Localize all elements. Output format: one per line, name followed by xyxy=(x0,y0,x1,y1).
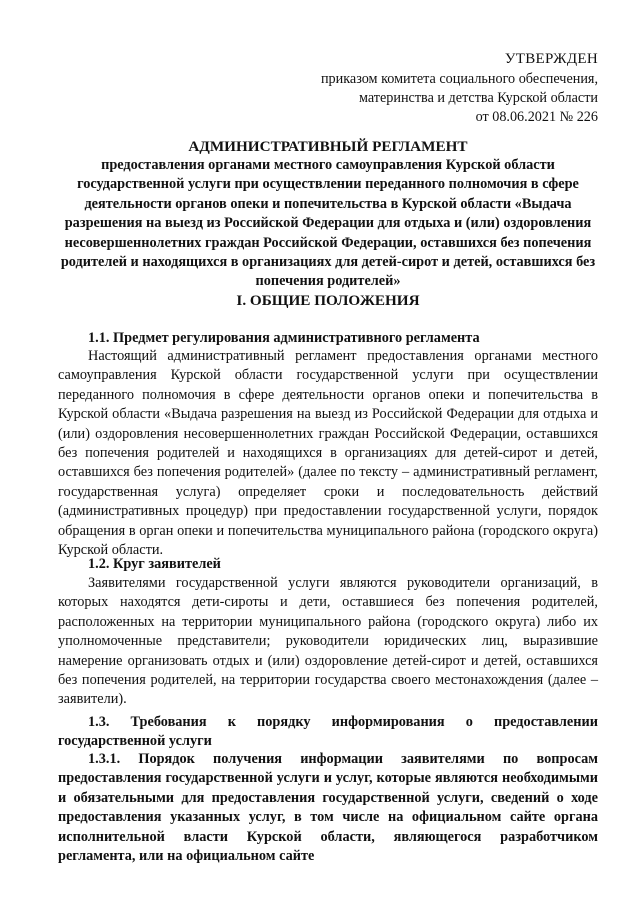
paragraph-1-3-1: 1.3.1. Порядок получения информации заявителями по вопросам предоставления государственной услуги и услуг, которые являются необходимыми и обязательными для предоставления государственной услуги, сведений о ходе предоставления указанных услуг, в том числе на официальном сайте органа исполнительной власти Курской области, являющегося разработчиком регламента, или на официальном сайте xyxy=(58,751,598,865)
document-subtitle: предоставления органами местного самоуправления Курской области государственной услуги при осуществлении переданного полномочия в сфере деятельности органов опеки и попечительства в Курской области «Выдача разрешения на выезд из Российской Федерации для отдыха и (или) оздоровления несовершеннолетних граждан Российской Федерации, оставшихся без попечения родителей и находящихся в организациях для детей-сирот и детей, оставшихся без попечения родителей» xyxy=(60,157,596,290)
section-title: I. ОБЩИЕ ПОЛОЖЕНИЯ xyxy=(236,292,420,309)
subsection-heading-1-1: 1.1. Предмет регулирования административного регламента xyxy=(88,330,480,346)
approval-title: УТВЕРЖДЕН xyxy=(504,51,598,67)
approval-stamp xyxy=(321,50,598,127)
approval-line-2: материнства и детства Курской области xyxy=(358,90,598,106)
paragraph-1-1: Настоящий административный регламент предоставления органами местного самоуправления Курской области государственной услуги при осуществлении переданного полномочия в сфере деятельности органов опеки и попечительства в Курской области «Выдача разрешения на выезд из Российской Федерации для отдыха и (или) оздоровления несовершеннолетних граждан Российской Федерации, оставшихся без попечения родителей и находящихся в организациях для детей-сирот и детей, оставшихся без попечения родителей» (далее по тексту – административный регламент, государственная услуга) определяет сроки и последовательность действий (административных процедур) при предоставлении государственной услуги, порядок обращения в орган опеки и попечительства муниципального района (городского округа) Курской области. xyxy=(58,348,598,559)
paragraph-1-2: Заявителями государственной услуги являются руководители организаций, в которых находятся дети-сироты и дети, оставшиеся без попечения родителей, расположенных на территории муниципального района (городского округа) либо их уполномоченные представители; руководители юридических лиц, выразившие намерение организовать отдых и (или) оздоровление детей-сирот и детей, оставшихся без попечения родителей, на территории государства своего местонахождения (далее – заявители). xyxy=(58,575,598,708)
approval-line-3: от 08.06.2021 № 226 xyxy=(475,109,598,125)
subsection-heading-1-3: 1.3. Требования к порядку информирования о предоставлении государственной услуги xyxy=(58,714,598,750)
document-title: АДМИНИСТРАТИВНЫЙ РЕГЛАМЕНТ xyxy=(188,138,468,155)
subsection-heading-1-2: 1.2. Круг заявителей xyxy=(88,556,221,572)
approval-line-1: приказом комитета социального обеспечения, xyxy=(320,71,598,87)
